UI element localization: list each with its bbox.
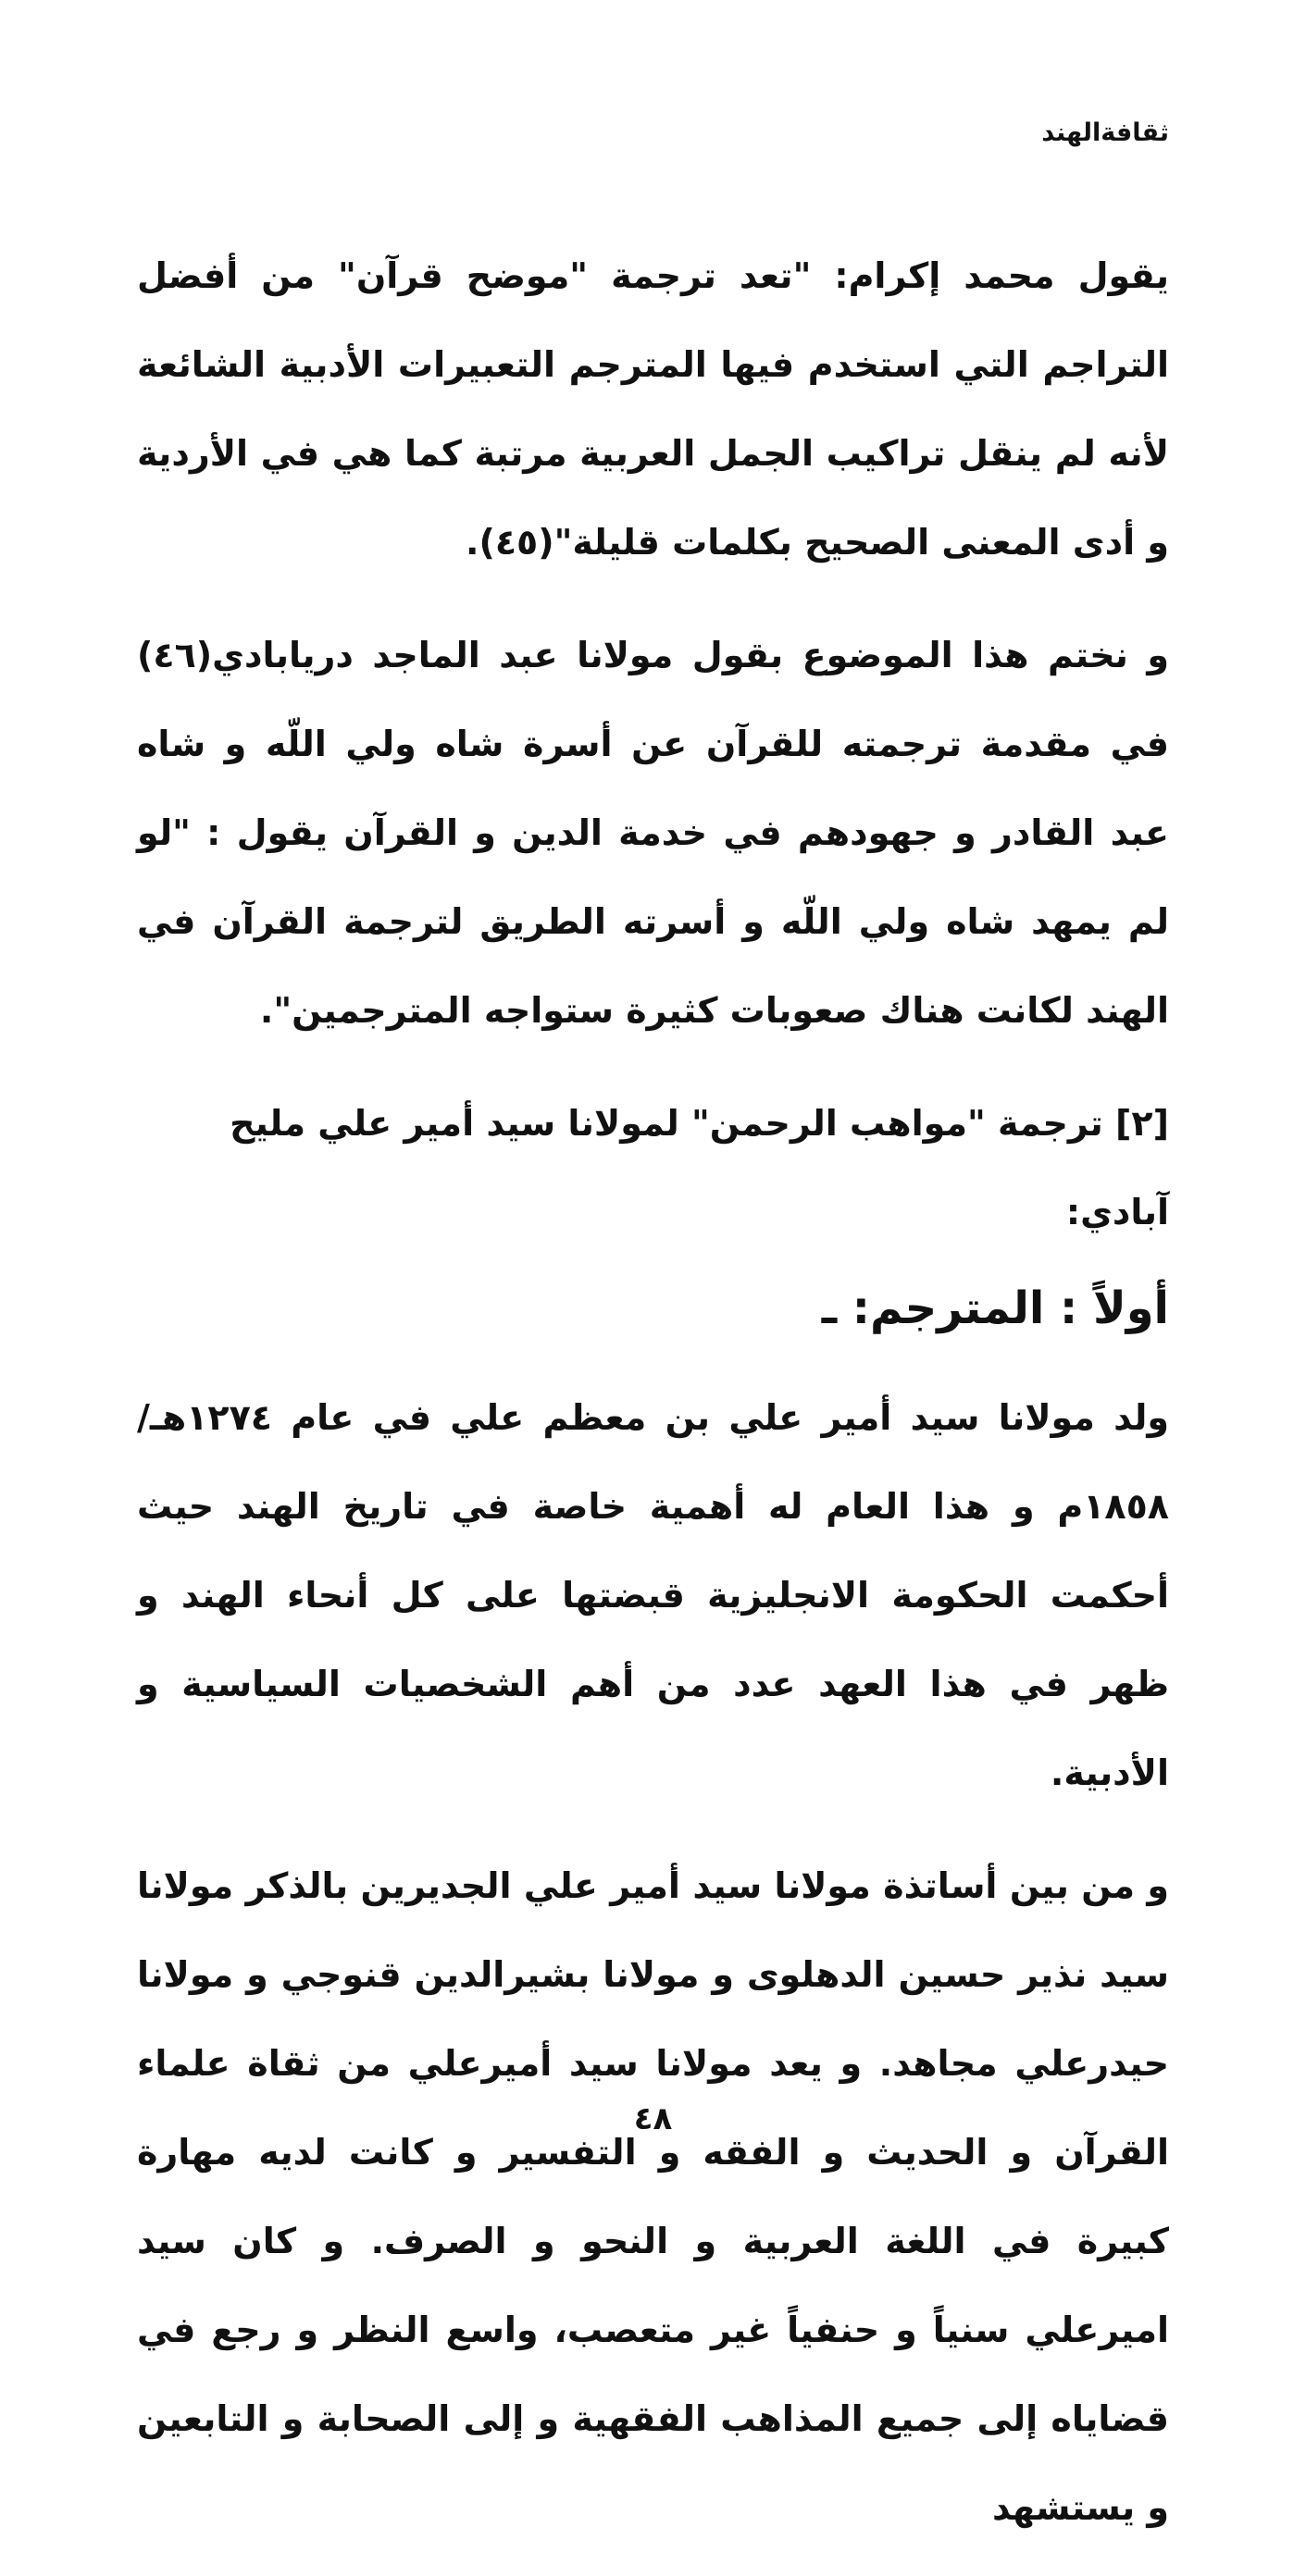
section-heading-mawahib-al-rahman: [٢] ترجمة "مواهب الرحمن" لمولانا سيد أمير علي مليح آبادي: [230, 1103, 1169, 1232]
running-head-title: ثقافةالهند [1041, 118, 1169, 147]
subsection-heading-translator: أولاً : المترجم: ـ [821, 1282, 1169, 1334]
paragraph-daryabadi-quote: و نختم هذا الموضوع بقول مولانا عبد الماجد دريابادي(٤٦) في مقدمة ترجمته للقرآن عن أسرة شاه ولي اللّه و شاه عبد القادر و جهودهم في خدمة الدين و القرآن يقول : "لو لم يمهد شاه ولي اللّه و أسرته الطريق لترجمة القرآن في الهند لكانت هناك صعوبات كثيرة ستواجه المترجمين". [137, 635, 1169, 1031]
page-number: ٤٨ [633, 2100, 673, 2137]
paragraph-ikram-quote: يقول محمد إكرام: "تعد ترجمة "موضح قرآن" من أفضل التراجم التي استخدم فيها المترجم التعبيرات الأدبية الشائعة لأنه لم ينقل تراكيب الجمل العربية مرتبة كما هي في الأردية و أدى المعنى الصحيح بكلمات قليلة"(٤٥). [137, 255, 1169, 563]
paragraph-biography-birth: ولد مولانا سيد أمير علي بن معظم علي في عام ١٢٧٤هـ/١٨٥٨م و هذا العام له أهمية خاصة في تاريخ الهند حيث أحكمت الحكومة الانجليزية قبضتها على كل أنحاء الهند و ظهر في هذا العهد عدد من أهم الشخصيات السياسية و الأدبية. [137, 1397, 1169, 1793]
paragraph-teachers-and-scholarship: و من بين أساتذة مولانا سيد أمير علي الجديرين بالذكر مولانا سيد نذير حسين الدهلوى و مولانا بشيرالدين قنوجي و مولانا حيدرعلي مجاهد. و يعد مولانا سيد أميرعلي من ثقاة علماء القرآن و الحديث و الفقه و التفسير و كانت لديه مهارة كبيرة في اللغة العربية و النحو و الصرف. و كان سيد اميرعلي سنياً و حنفياً غير متعصب، واسع النظر و رجع في قضاياه إلى جميع المذاهب الفقهية و إلى الصحابة و التابعين و يستشهد [137, 1865, 1169, 2528]
body-text [137, 231, 1169, 2576]
